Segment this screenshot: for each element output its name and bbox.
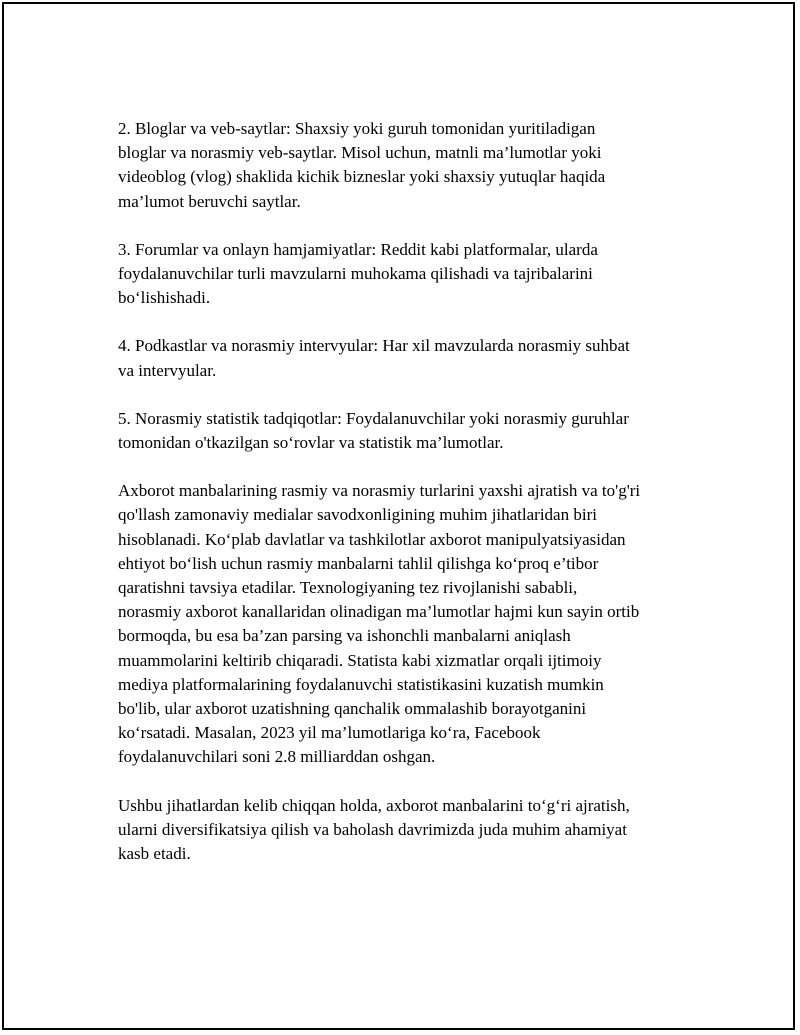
- paragraph-analysis: Axborot manbalarining rasmiy va norasmiy turlarini yaxshi ajratish va to'g'ri qo'llash zamonaviy medialar savodxonligining muhim jihatlaridan biri hisoblanadi. Ko‘plab davlatlar va tashkilotlar axborot manipulyatsiyasidan ehtiyot bo‘lish uchun rasmiy manbalarni tahlil qilishga ko‘proq e’tibor qaratishni tavsiya etadilar. Texnologiyaning tez rivojlanishi sababli, norasmiy axborot kanallaridan olinadigan ma’lumotlar hajmi kun sayin ortib bormoqda, bu esa ba’zan parsing va ishonchli manbalarni aniqlash muammolarini keltirib chiqaradi. Statista kabi xizmatlar orqali ijtimoiy mediya platformalarining foydalanuvchi statistikasini kuzatish mumkin bo'lib, ular axborot uzatishning qanchalik ommalashib borayotganini ko‘rsatadi. Masalan, 2023 yil ma’lumotlariga ko‘ra, Facebook foydalanuvchilari soni 2.8 milliarddan oshgan.: [118, 481, 641, 767]
- document-body: [118, 117, 708, 890]
- paragraph-blogs: 2. Bloglar va veb-saytlar: Shaxsiy yoki guruh tomonidan yuritiladigan bloglar va norasmiy veb-saytlar. Misol uchun, matnli ma’lumotlar yoki videoblog (vlog) shaklida kichik bizneslar yoki shaxsiy yutuqlar haqida ma’lumot beruvchi saytlar.: [118, 119, 606, 211]
- paragraph-statistics: 5. Norasmiy statistik tadqiqotlar: Foydalanuvchilar yoki norasmiy guruhlar tomonidan o'tkazilgan so‘rovlar va statistik ma’lumotlar.: [118, 408, 629, 453]
- paragraph-conclusion: Ushbu jihatlardan kelib chiqqan holda, axborot manbalarini to‘g‘ri ajratish, ularni diversifikatsiya qilish va baholash davrimizda juda muhim ahamiyat kasb etadi.: [118, 795, 630, 864]
- paragraph-podcasts: 4. Podkastlar va norasmiy intervyular: Har xil mavzularda norasmiy suhbat va intervyular.: [118, 336, 630, 380]
- paragraph-forums: 3. Forumlar va onlayn hamjamiyatlar: Reddit kabi platformalar, ularda foydalanuvchilar turli mavzularni muhokama qilishadi va tajribalarini bo‘lishishadi.: [118, 239, 598, 308]
